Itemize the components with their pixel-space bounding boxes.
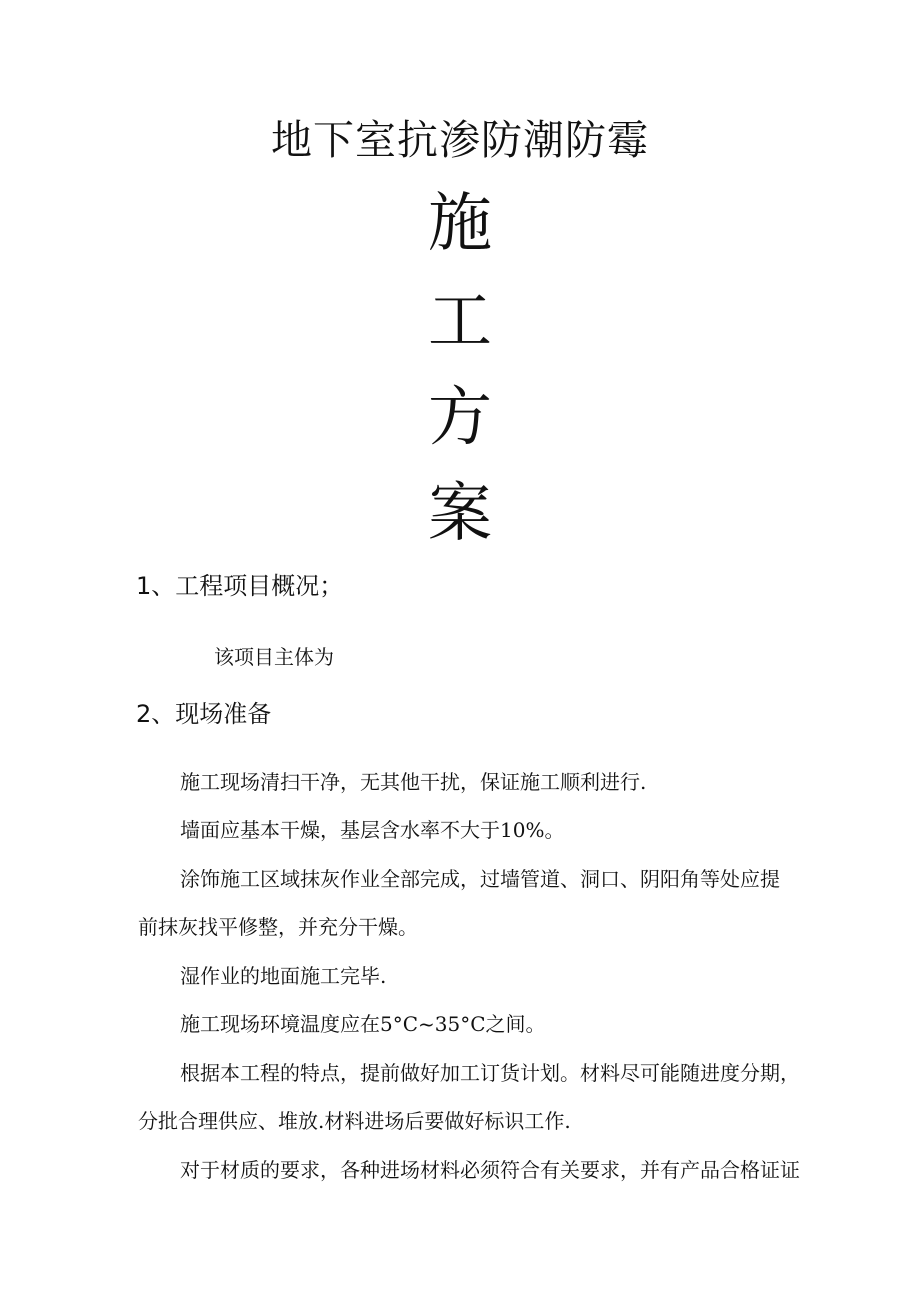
body-paragraph: 湿作业的地面施工完毕. bbox=[180, 964, 387, 988]
body-paragraph: 涂饰施工区域抹灰作业全部完成，过墙管道、洞口、阴阳角等处应提 bbox=[180, 867, 780, 891]
document-title: 地下室抗渗防潮防霉 bbox=[271, 116, 649, 164]
section-heading-overview: 1、工程项目概况； bbox=[136, 572, 344, 600]
body-paragraph: 根据本工程的特点，提前做好加工订货计划。材料尽可能随进度分期， bbox=[180, 1061, 800, 1085]
vertical-title-char: 工 bbox=[428, 285, 492, 359]
vertical-title-char: 施 bbox=[428, 187, 492, 261]
body-paragraph: 施工现场环境温度应在5°C~35°C之间。 bbox=[180, 1012, 546, 1036]
body-paragraph: 施工现场清扫干净，无其他干扰，保证施工顺利进行. bbox=[180, 770, 647, 794]
body-paragraph: 墙面应基本干燥，基层含水率不大于10%。 bbox=[180, 818, 565, 842]
section-heading-site-preparation: 2、现场准备 bbox=[136, 700, 272, 728]
body-paragraph-continuation: 前抹灰找平修整，并充分干燥。 bbox=[138, 915, 418, 939]
vertical-title-char: 案 bbox=[428, 477, 492, 551]
vertical-title-char: 方 bbox=[428, 381, 492, 455]
body-paragraph: 对于材质的要求，各种进场材料必须符合有关要求，并有产品合格证证 bbox=[180, 1158, 800, 1182]
overview-paragraph: 该项目主体为 bbox=[214, 645, 334, 669]
body-paragraph-continuation: 分批合理供应、堆放.材料进场后要做好标识工作. bbox=[138, 1109, 571, 1133]
